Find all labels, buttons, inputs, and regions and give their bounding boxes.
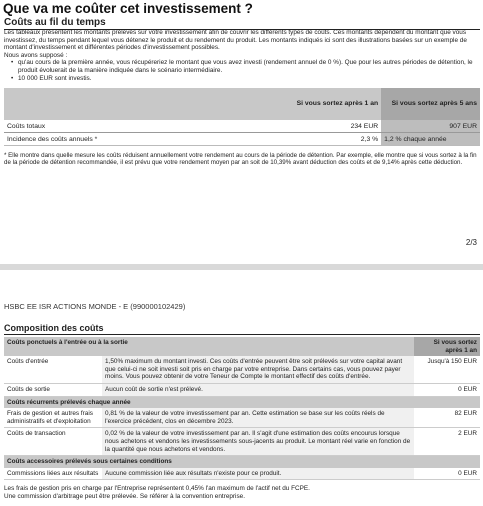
row-label: Frais de gestion et autres frais administratifs et d'exploitation	[4, 408, 102, 428]
intro-paragraph: Les tableaux présentent les montants prélevés sur votre investissement afin de couvrir les différents types de coûts. Ces montants dépendent du montant que vous investissez, du temps pendant lequel vous détenez le produit et du rendement du produit. Les montants indiqués ici sont des illustrations basées sur un exemple de montant d'investissement et différentes périodes d'investissement possibles.	[4, 29, 467, 52]
costs-over-time-table	[4, 88, 480, 146]
cell-1-year: 2,3 %	[258, 133, 381, 146]
fund-name: HSBC EE ISR ACTIONS MONDE - E (990000102429)	[4, 302, 186, 311]
row-value: Jusqu'à 150 EUR	[414, 356, 480, 383]
table-row	[4, 120, 480, 133]
table-row	[4, 408, 480, 428]
assumption-item: • qu'au cours de la première année, vous récupéreriez le montant que vous avez investi (rendement annuel de 0 %). Que pour les autres périodes de détention, le produit évoluerait de la manière indiquée dans le scénario intermédiaire.	[18, 59, 480, 74]
assumption-label: Nous avons supposé :	[4, 51, 68, 59]
assumption-list	[4, 59, 480, 82]
table-row	[4, 133, 480, 146]
row-value: 2 EUR	[414, 428, 480, 456]
page-number: 2/3	[465, 238, 477, 247]
row-label: Coûts d'entrée	[4, 356, 102, 383]
column-header-1-year: Si vous sortez après 1 an	[258, 88, 381, 120]
section-title-costs-over-time: Coûts au fil du temps	[4, 17, 480, 30]
cell-5-years: 907 EUR	[381, 120, 480, 133]
page-title: Que va me coûter cet investissement ?	[3, 1, 253, 16]
table-row	[4, 383, 480, 396]
column-header-1-year: Si vous sortez après 1 an	[414, 337, 480, 356]
row-value: 0 EUR	[414, 468, 480, 480]
row-value: 0 EUR	[414, 383, 480, 396]
assumption-item: • 10 000 EUR sont investis.	[18, 75, 480, 83]
row-label: Coûts de transaction	[4, 428, 102, 456]
footer-note: Une commission d'arbitrage peut être prélevée. Se référer à la convention entreprise.	[4, 492, 245, 500]
section-header-recurring: Coûts récurrents prélevés chaque année	[4, 396, 480, 408]
intro-text	[4, 29, 480, 82]
footnote: * Elle montre dans quelle mesure les coûts réduisent annuellement votre rendement au cours de la période de détention. Par exemple, elle montre que si vous sortez à la fin de la période de détention recommandée, il est prévu que votre rendement moyen par an soit de 10,39% avant déduction des coûts et de 9,14% après cette déduction.	[4, 152, 477, 167]
row-description: 0,81 % de la valeur de votre investissement par an. Cette estimation se base sur les coûts réels de l'exercice précédent, clos en décembre 2023.	[102, 408, 414, 428]
row-label: Coûts totaux	[4, 120, 258, 133]
row-label: Incidence des coûts annuels *	[4, 133, 258, 146]
table-row	[4, 356, 480, 383]
row-label: Coûts de sortie	[4, 383, 102, 396]
table-row	[4, 468, 480, 480]
cost-composition-table	[4, 337, 480, 480]
footer-notes	[4, 485, 480, 500]
cell-5-years: 1,2 % chaque année	[381, 133, 480, 146]
page-3	[0, 264, 483, 506]
cell-1-year: 234 EUR	[258, 120, 381, 133]
row-description: Aucune commission liée aux résultats n'existe pour ce produit.	[102, 468, 414, 480]
column-header-5-years: Si vous sortez après 5 ans	[381, 88, 480, 120]
section-header-incidental: Coûts accessoires prélevés sous certaines conditions	[4, 456, 480, 468]
row-description: 0,02 % de la valeur de votre investissement par an. Il s'agit d'une estimation des coûts encourus lorsque nous achetons et vendons les investissements sous-jacents au produit. Le montant réel varie en fonction de la quantité que nous achetons et vendons.	[102, 428, 414, 456]
row-value: 82 EUR	[414, 408, 480, 428]
row-description: 1,50% maximum du montant investi. Ces coûts d'entrée peuvent être soit prélevés sur votre capital avant que celui-ci ne soit investi soit pris en charge par votre entreprise. Dans certains cas, vous pouvez payer moins. Vous pouvez obtenir de votre Teneur de Compte le montant effectif des coûts d'entrée.	[102, 356, 414, 383]
table-row	[4, 428, 480, 456]
section-header-one-off: Coûts ponctuels à l'entrée ou à la sortie Si vous sortez après 1 an	[4, 337, 480, 356]
row-label: Commissions liées aux résultats	[4, 468, 102, 480]
section-title-cost-composition: Composition des coûts	[4, 323, 480, 335]
row-description: Aucun coût de sortie n'est prélevé.	[102, 383, 414, 396]
footer-note: Les frais de gestion pris en charge par l'Entreprise représentent 0,45% l'an maximum de l'actif net du FCPE.	[4, 485, 310, 492]
